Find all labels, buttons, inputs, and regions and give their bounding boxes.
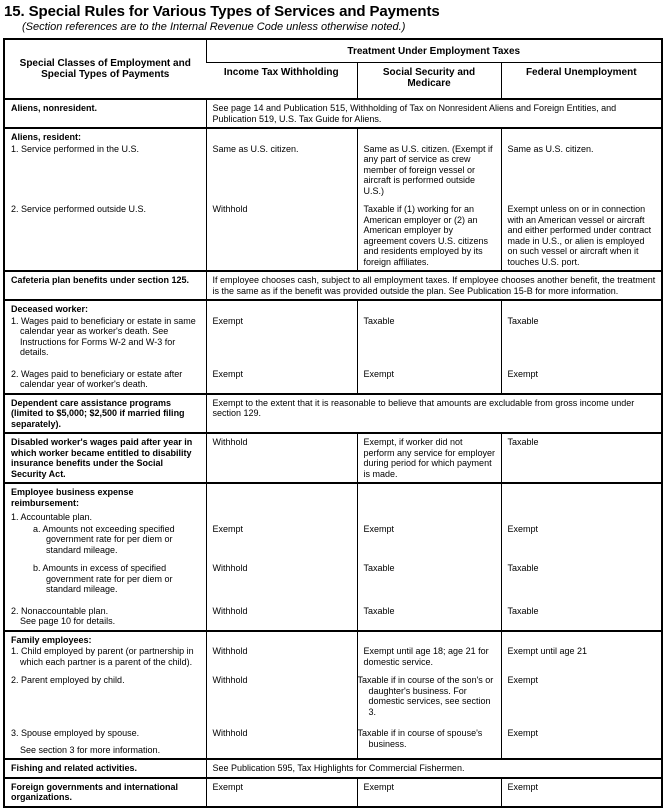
header-treatment: Treatment Under Employment Taxes bbox=[206, 39, 662, 63]
row-dependent-care bbox=[4, 394, 662, 434]
cell-income-tax: Withhold bbox=[206, 720, 357, 759]
row-deceased-heading bbox=[4, 300, 662, 315]
row-cafeteria bbox=[4, 271, 662, 300]
header-federal-unemployment: Federal Unemployment bbox=[501, 63, 662, 100]
cell-social-security: Exempt bbox=[357, 361, 501, 394]
row-family-heading bbox=[4, 631, 662, 646]
row-deceased-1 bbox=[4, 315, 662, 361]
row-aliens-nonresident bbox=[4, 99, 662, 128]
cell-social-security: Same as U.S. citizen. (Exempt if any part of service as crew member of foreign vessel or aircraft is performed outside U.S.) bbox=[357, 143, 501, 200]
item-label: 2. Parent employed by child. bbox=[11, 675, 125, 685]
cell-income-tax: Exempt bbox=[206, 361, 357, 394]
row-employee-expense-b bbox=[4, 558, 662, 598]
cell-futa: Exempt unless on or in connection with an American vessel or aircraft and either performed under contract made in U.S., or alien is employed on such vessel or aircraft when it touches U.S. port. bbox=[501, 199, 662, 271]
row-family-1 bbox=[4, 645, 662, 670]
cell-futa: Exempt bbox=[501, 361, 662, 394]
page-title: 15. Special Rules for Various Types of Services and Payments bbox=[4, 3, 440, 20]
cell-futa: Exempt until age 21 bbox=[501, 645, 662, 670]
cell-social-security: Exempt until age 18; age 21 for domestic service. bbox=[357, 645, 501, 670]
row-employee-expense-a bbox=[4, 523, 662, 559]
cell-social-security: Taxable if in course of spouse's business. bbox=[357, 720, 501, 759]
span-cell: Exempt to the extent that it is reasonable to believe that amounts are excludable from gross income under section 129. bbox=[206, 394, 662, 434]
cell-social-security: Taxable bbox=[357, 558, 501, 598]
cell-social-security: Exempt, if worker did not perform any service for employer during period for which payment is made. bbox=[357, 433, 501, 483]
header-income-tax: Income Tax Withholding bbox=[223, 67, 339, 78]
cell-social-security: Exempt bbox=[357, 778, 501, 807]
item-label: 2. Service performed outside U.S. bbox=[11, 204, 147, 214]
item-note: See page 10 for details. bbox=[20, 616, 116, 626]
header-special-classes: Special Classes of Employment and Special Types of Payments bbox=[19, 58, 191, 80]
span-cell: If employee chooses cash, subject to all employment taxes. If employee chooses another benefit, the treatment is the same as if the benefit was provided outside the plan. See Publication 15-B for more information. bbox=[206, 271, 662, 300]
cell-futa: Same as U.S. citizen. bbox=[501, 143, 662, 200]
item-label: b. Amounts in excess of specified government rate for per diem or standard mileage. bbox=[33, 563, 173, 594]
category-label: Fishing and related activities. bbox=[11, 763, 138, 773]
cell-income-tax: Same as U.S. citizen. bbox=[206, 143, 357, 200]
item-label: 1. Accountable plan. bbox=[11, 512, 93, 522]
item-label: 1. Service performed in the U.S. bbox=[11, 143, 140, 154]
cell-futa: Taxable bbox=[501, 598, 662, 631]
category-label: Employee business expense reimbursement: bbox=[11, 487, 134, 508]
row-employee-expense-2 bbox=[4, 598, 662, 631]
category-label: Aliens, resident: bbox=[11, 132, 82, 142]
cell-social-security: Taxable if in course of the son's or daughter's business. For domestic services, see section 3. bbox=[357, 670, 501, 720]
cell-social-security: Taxable bbox=[357, 598, 501, 631]
cell-income-tax: Withhold bbox=[206, 598, 357, 631]
cell-income-tax: Exempt bbox=[206, 315, 357, 361]
cell-social-security: Taxable bbox=[357, 315, 501, 361]
row-disabled-worker bbox=[4, 433, 662, 483]
item-label: a. Amounts not exceeding specified government rate for per diem or standard mileage. bbox=[33, 523, 175, 555]
row-aliens-resident-heading bbox=[4, 128, 662, 143]
cell-income-tax: Withhold bbox=[206, 433, 357, 483]
category-label: Foreign governments and international organizations. bbox=[11, 781, 179, 802]
cell-futa: Exempt bbox=[501, 670, 662, 720]
span-cell: See page 14 and Publication 515, Withholding of Tax on Nonresident Aliens and Foreign Entities, and Publication 519, U.S. Tax Guide for Aliens. bbox=[206, 99, 662, 128]
item-note: See section 3 for more information. bbox=[20, 744, 161, 755]
category-label: Disabled worker's wages paid after year in which worker became entitled to disability insurance benefits under the Social Security Act. bbox=[11, 437, 193, 479]
row-deceased-2 bbox=[4, 361, 662, 394]
row-family-3 bbox=[4, 720, 662, 759]
row-aliens-resident-2 bbox=[4, 199, 662, 271]
row-family-2 bbox=[4, 670, 662, 720]
item-label: 3. Spouse employed by spouse. bbox=[11, 728, 140, 738]
category-label: Cafeteria plan benefits under section 125. bbox=[11, 275, 190, 285]
cell-income-tax: Withhold bbox=[206, 199, 357, 271]
cell-income-tax: Withhold bbox=[206, 645, 357, 670]
header-row-group bbox=[4, 39, 662, 63]
cell-income-tax: Exempt bbox=[206, 778, 357, 807]
cell-futa: Exempt bbox=[501, 523, 662, 559]
page-subtitle: (Section references are to the Internal Revenue Code unless otherwise noted.) bbox=[22, 21, 406, 33]
cell-futa: Taxable bbox=[501, 315, 662, 361]
item-label: 1. Child employed by parent (or partnership in which each partner is a parent of the child). bbox=[11, 646, 194, 667]
row-foreign-governments bbox=[4, 778, 662, 807]
cell-futa: Taxable bbox=[501, 433, 662, 483]
row-aliens-resident-1 bbox=[4, 143, 662, 200]
item-label: 2. Nonaccountable plan. bbox=[11, 605, 109, 616]
item-label: 2. Wages paid to beneficiary or estate after calendar year of worker's death. bbox=[11, 368, 183, 389]
span-cell: See Publication 595, Tax Highlights for Commercial Fishermen. bbox=[206, 759, 662, 778]
cell-social-security: Exempt bbox=[357, 523, 501, 559]
item-label: 1. Wages paid to beneficiary or estate in same calendar year as worker's death. See Instructions for Forms W-2 and W-3 for details. bbox=[11, 315, 196, 357]
cell-income-tax: Exempt bbox=[206, 523, 357, 559]
category-label: Family employees: bbox=[11, 634, 92, 645]
category-label: Deceased worker: bbox=[11, 304, 89, 314]
special-rules-table bbox=[3, 38, 663, 808]
cell-income-tax: Withhold bbox=[206, 670, 357, 720]
cell-futa: Exempt bbox=[501, 720, 662, 759]
cell-futa: Exempt bbox=[501, 778, 662, 807]
header-social-security: Social Security and Medicare bbox=[357, 63, 501, 100]
cell-income-tax: Withhold bbox=[206, 558, 357, 598]
category-label: Dependent care assistance programs (limited to $5,000; $2,500 if married filing separately). bbox=[11, 397, 185, 429]
cell-futa: Taxable bbox=[501, 558, 662, 598]
cell-social-security: Taxable if (1) working for an American employer or (2) an American employer by agreement covers U.S. citizens and residents employed by its foreign affiliates. bbox=[357, 199, 501, 271]
row-employee-expense-heading bbox=[4, 483, 662, 523]
category-label: Aliens, nonresident. bbox=[11, 103, 98, 113]
row-fishing bbox=[4, 759, 662, 778]
